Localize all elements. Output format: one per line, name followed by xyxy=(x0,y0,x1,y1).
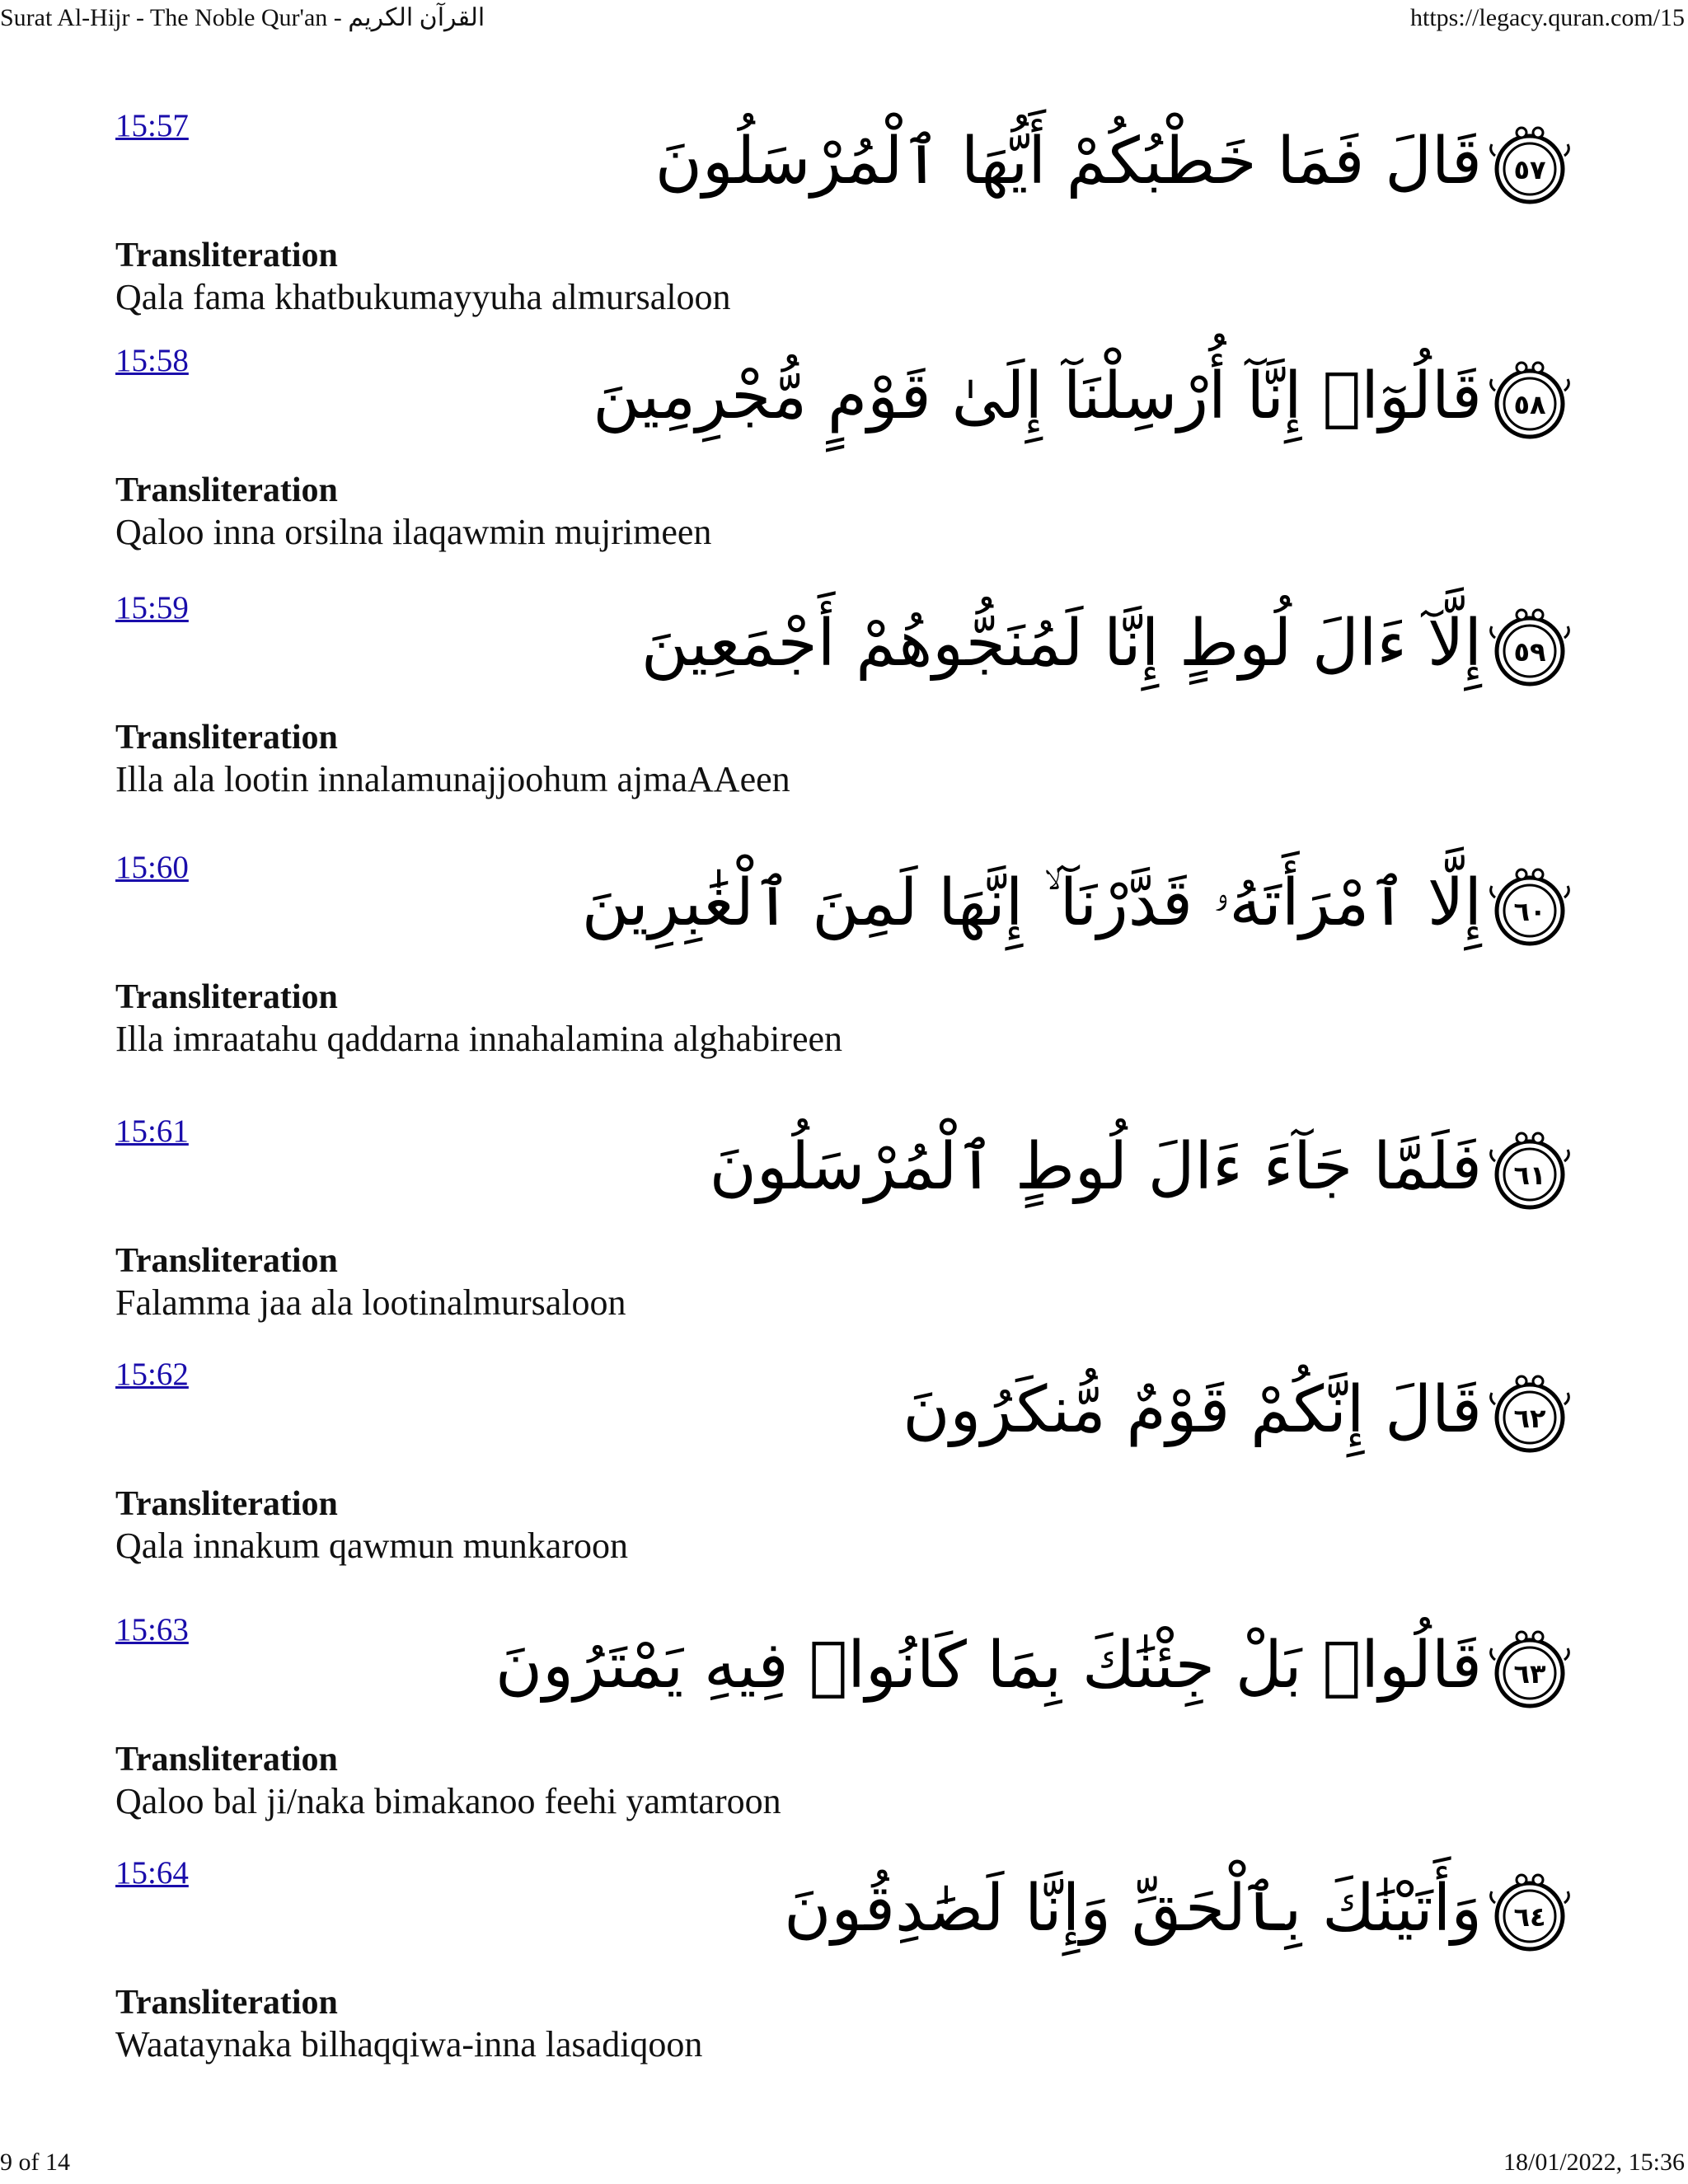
verse-number-marker-icon xyxy=(1487,1128,1573,1214)
arabic-verse xyxy=(495,1616,1573,1715)
verse-reference-link[interactable]: 15:64 xyxy=(115,1855,189,1891)
svg-text:٦٤: ٦٤ xyxy=(1513,1900,1546,1933)
arabic-verse xyxy=(784,1859,1573,1958)
page-header xyxy=(0,0,1688,49)
arabic-verse xyxy=(903,1361,1573,1460)
verse-reference-link[interactable]: 15:58 xyxy=(115,343,189,378)
transliteration-text: Qala fama khatbukumayyuha almursaloon xyxy=(115,277,731,317)
verse-reference-link[interactable]: 15:62 xyxy=(115,1357,189,1392)
transliteration-text: Falamma jaa ala lootinalmursaloon xyxy=(115,1282,626,1323)
transliteration-label: Transliteration xyxy=(115,1741,338,1779)
verse-reference-link[interactable]: 15:57 xyxy=(115,108,189,143)
arabic-verse xyxy=(655,112,1573,211)
svg-text:٥٨: ٥٨ xyxy=(1513,388,1546,420)
verse-reference-link[interactable]: 15:61 xyxy=(115,1113,189,1149)
transliteration-text: Qaloo inna orsilna ilaqawmin mujrimeen xyxy=(115,512,712,552)
transliteration-text: Illa ala lootin innalamunajjoohum ajmaAAeen xyxy=(115,759,790,799)
transliteration-text: Qala innakum qawmun munkaroon xyxy=(115,1526,628,1566)
transliteration-label: Transliteration xyxy=(115,1485,338,1523)
transliteration-text: Qaloo bal ji/naka bimakanoo feehi yamtaroon xyxy=(115,1781,781,1821)
verse-number-marker-icon xyxy=(1487,865,1573,950)
page-title: Surat Al-Hijr - The Noble Qur'an - القرآن الكريم xyxy=(0,4,485,31)
arabic-text: قَالُوا۟ بَلْ جِئْنَٰكَ بِمَا كَانُوا۟ فِيهِ يَمْتَرُونَ xyxy=(495,1629,1482,1703)
arabic-text: وَأَتَيْنَٰكَ بِٱلْحَقِّ وَإِنَّا لَصَٰدِقُونَ xyxy=(784,1872,1482,1946)
transliteration-label: Transliteration xyxy=(115,471,338,509)
svg-text:٦٣: ٦٣ xyxy=(1513,1657,1546,1690)
page-url[interactable]: https://legacy.quran.com/15 xyxy=(1410,4,1685,31)
arabic-verse xyxy=(593,347,1573,446)
verse-number-marker-icon xyxy=(1487,123,1573,209)
transliteration-text: Illa imraatahu qaddarna innahalamina alghabireen xyxy=(115,1019,843,1059)
verse-reference-link[interactable]: 15:59 xyxy=(115,590,189,626)
svg-text:٥٩: ٥٩ xyxy=(1513,635,1546,668)
svg-text:٥٧: ٥٧ xyxy=(1513,153,1546,185)
arabic-text: قَالَ إِنَّكُمْ قَوْمٌ مُّنكَرُونَ xyxy=(903,1373,1482,1447)
arabic-text: فَلَمَّا جَآءَ ءَالَ لُوطٍ ٱلْمُرْسَلُونَ xyxy=(709,1130,1482,1204)
verse-reference-link[interactable]: 15:60 xyxy=(115,850,189,885)
verse-number-marker-icon xyxy=(1487,605,1573,691)
verse-number-marker-icon xyxy=(1487,358,1573,443)
arabic-text: قَالَ فَمَا خَطْبُكُمْ أَيُّهَا ٱلْمُرْسَلُونَ xyxy=(654,124,1482,199)
page-number: 9 of 14 xyxy=(0,2149,70,2176)
arabic-verse xyxy=(582,854,1573,953)
transliteration-label: Transliteration xyxy=(115,978,338,1016)
verse-number-marker-icon xyxy=(1487,1870,1573,1956)
transliteration-label: Transliteration xyxy=(115,719,338,757)
arabic-verse xyxy=(641,594,1573,693)
print-datetime: 18/01/2022, 15:36 xyxy=(1503,2149,1685,2176)
arabic-verse xyxy=(710,1118,1573,1216)
svg-text:٦٢: ٦٢ xyxy=(1513,1402,1546,1434)
transliteration-label: Transliteration xyxy=(115,1984,338,2022)
svg-text:٦٠: ٦٠ xyxy=(1513,895,1546,927)
arabic-text: إِلَّآ ءَالَ لُوطٍ إِنَّا لَمُنَجُّوهُمْ أَجْمَعِينَ xyxy=(640,607,1482,681)
transliteration-label: Transliteration xyxy=(115,237,338,274)
verse-number-marker-icon xyxy=(1487,1627,1573,1713)
verse-number-marker-icon xyxy=(1487,1371,1573,1457)
page-footer xyxy=(0,2143,1688,2184)
verse-reference-link[interactable]: 15:63 xyxy=(115,1612,189,1647)
arabic-text: قَالُوٓا۟ إِنَّآ أُرْسِلْنَآ إِلَىٰ قَوْمٍ مُّجْرِمِينَ xyxy=(593,359,1482,434)
svg-text:٦١: ٦١ xyxy=(1513,1159,1546,1191)
arabic-text: إِلَّا ٱمْرَأَتَهُۥ قَدَّرْنَآ ۙ إِنَّهَا لَمِنَ ٱلْغَٰبِرِينَ xyxy=(581,866,1482,940)
transliteration-label: Transliteration xyxy=(115,1242,338,1280)
transliteration-text: Waataynaka bilhaqqiwa-inna lasadiqoon xyxy=(115,2024,703,2064)
